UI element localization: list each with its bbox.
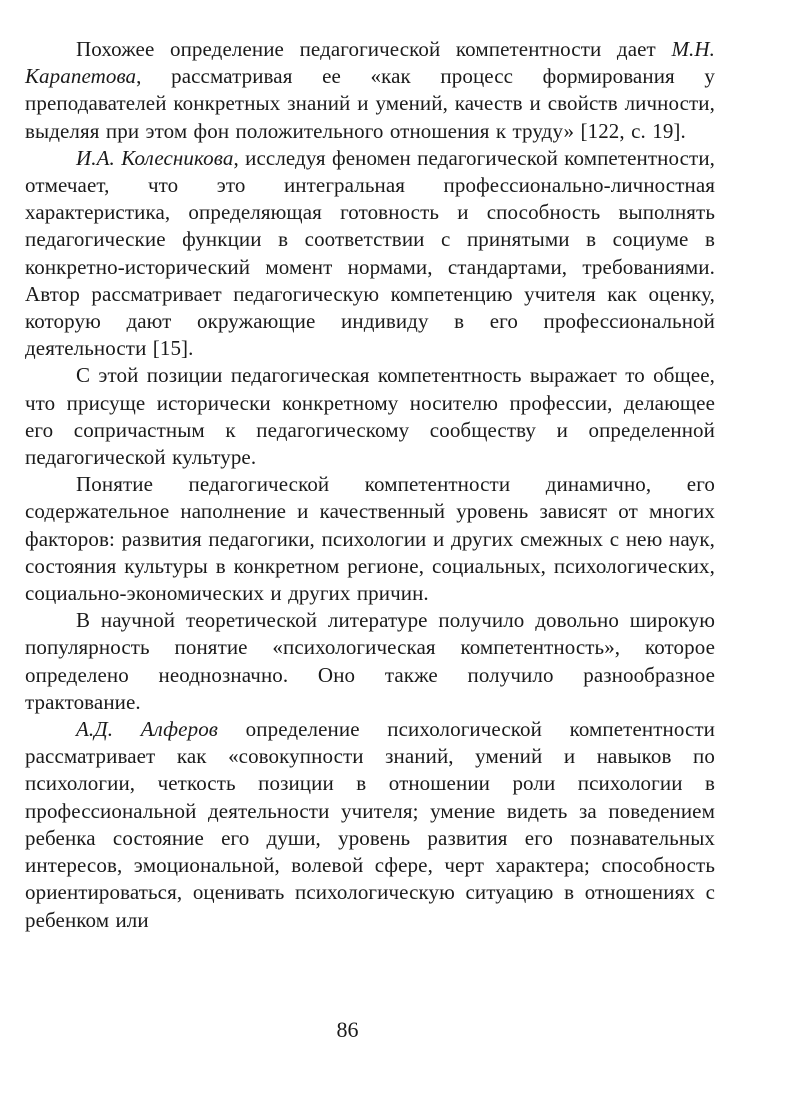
- author-name: А.Д. Алферов: [76, 717, 219, 742]
- author-name: И.А. Колесникова: [76, 145, 234, 170]
- paragraph-text: определение психологической компетентности рассматривает как «совокупности знаний, умений и навыков по психологии, четкость позиции в отношении роли психологии в профессиональной деятельности учителя; умение видеть за поведением ребенка состояние его души, уровень развития его познавательных интересов, эмоциональной, волевой сфере, черт характера; способность ориентироваться, оценивать психологическую ситуацию в отношениях с ребенком или: [25, 717, 715, 932]
- author-name: М.Н. Карапетова: [25, 37, 715, 89]
- paragraph-text: С этой позиции педагогическая компетентность выражает то общее, что присуще исторически конкретному носителю профессии, делающее его сопричастным к педагогическому сообществу и определенной педагогической культуре.: [25, 363, 715, 470]
- paragraph-karapetova: [25, 36, 715, 145]
- page-number-text: 86: [336, 1017, 359, 1042]
- paragraph-position: [25, 362, 715, 471]
- page-number: [0, 1017, 789, 1043]
- paragraph-text: , исследуя феномен педагогической компетентности, отмечает, что это интегральная профессионально-личностная характеристика, определяющая готовность и способность выполнять педагогические функции в соответствии с принятыми в социуме в конкретно-исторический момент нормами, стандартами, требованиями. Автор рассматривает педагогическую компетенцию учителя как оценку, которую дают окружающие индивиду в его профессиональной деятельности [15].: [25, 145, 716, 361]
- paragraph-text: Понятие педагогической компетентности динамично, его содержательное наполнение и качественный уровень зависят от многих факторов: развития педагогики, психологии и других смежных с нею наук, состояния культуры в конкретном регионе, социальных, психологических, социально-экономических и других причин.: [25, 472, 715, 606]
- paragraph-text: Похожее определение педагогической компетентности дает: [76, 37, 672, 61]
- paragraph-text: , рассматривая ее «как процесс формирования у преподавателей конкретных знаний и умений, качеств и свойств личности, выделяя при этом фон положительного отношения к труду» [122, с. 19].: [25, 64, 715, 143]
- paragraph-text: В научной теоретической литературе получило довольно широкую популярность понятие «психологическая компетентность», которое определено неоднозначно. Оно также получило разнообразное трактование.: [25, 608, 715, 714]
- paragraph-psychological-competence: [25, 607, 715, 716]
- paragraph-kolesnikova: [25, 145, 715, 363]
- paragraph-dynamics: [25, 471, 715, 607]
- paragraph-alferov: [25, 716, 715, 934]
